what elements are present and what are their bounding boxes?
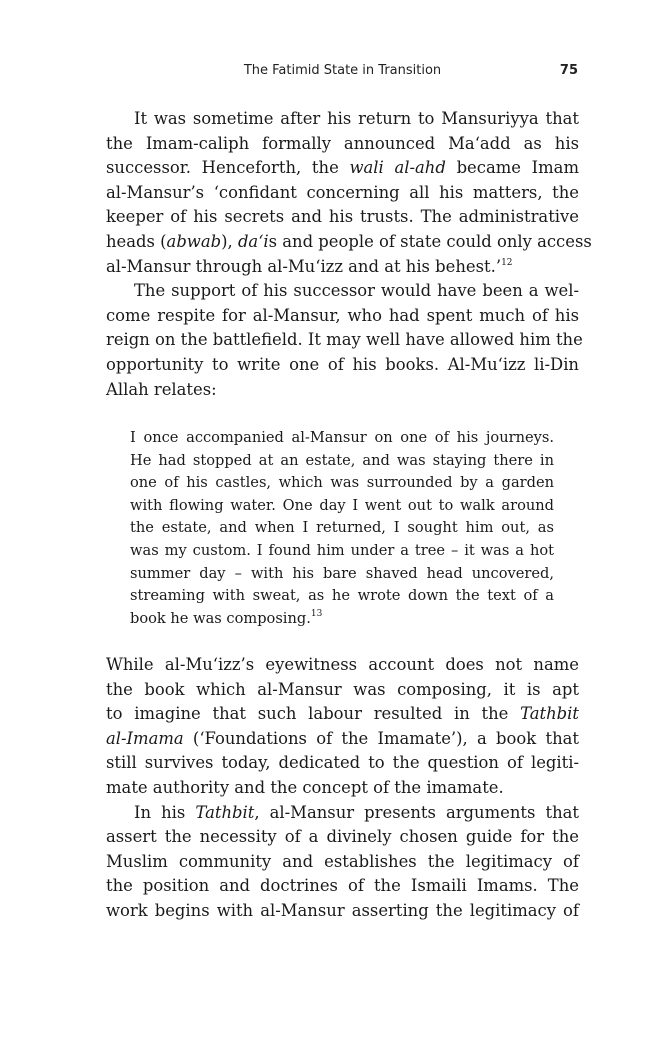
text-line: successor. Henceforth, the wali al-ahd became Imam <box>106 158 579 178</box>
text-line: It was sometime after his return to Mansuriyya that <box>134 109 579 128</box>
body-text-top <box>106 107 592 402</box>
quote-line: streaming with sweat, as he wrote down the text of a <box>130 587 554 605</box>
text-line: al-Imama (‘Foundations of the Imamate’), a book that <box>106 728 579 748</box>
quote-line: the estate, and when I returned, I sought him out, as <box>130 519 554 537</box>
text-line: heads (abwab), da‘is and people of state could only access <box>106 231 592 251</box>
footnote-ref: 13 <box>310 608 323 619</box>
text-line: assert the necessity of a divinely chosen guide for the <box>106 827 579 847</box>
text-line: opportunity to write one of his books. Al-Mu‘izz li-Din <box>106 354 579 374</box>
running-title: The Fatimid State in Transition <box>243 63 442 78</box>
quote-line: was my custom. I found him under a tree – it was a hot <box>130 541 554 559</box>
quote-line: book he was composing.$^{13}$ <box>130 608 323 627</box>
text-line: reign on the battlefield. It may well have allowed him the <box>106 330 583 350</box>
text-line: still survives today, dedicated to the question of legiti- <box>106 753 579 773</box>
text-line: the position and doctrines of the Ismaili Imams. The <box>106 876 579 896</box>
text-line: While al-Mu‘izz’s eyewitness account does not name <box>106 655 579 674</box>
page-number: 75 <box>559 63 578 78</box>
text-line: In his Tathbit, al-Mansur presents arguments that <box>134 802 579 822</box>
quote-line: He had stopped at an estate, and was staying there in <box>130 451 554 469</box>
text-line: Allah relates: <box>106 379 217 399</box>
paragraph <box>106 801 579 924</box>
footnote-ref: 12 <box>501 257 513 268</box>
quote-line: I once accompanied al-Mansur on one of his journeys. <box>130 429 554 446</box>
quote-line: summer day – with his bare shaved head uncovered, <box>130 564 554 582</box>
text-line: Muslim community and establishes the legitimacy of <box>106 851 579 871</box>
text-line: come respite for al-Mansur, who had spent much of his <box>106 305 579 325</box>
text-line: The support of his successor would have been a wel- <box>134 281 579 301</box>
text-line: the Imam-caliph formally announced Ma‘add as his <box>106 133 579 153</box>
quote-line: with flowing water. One day I went out to walk around <box>130 496 554 514</box>
quote-line: one of his castles, which was surrounded by a garden <box>130 474 554 492</box>
paragraph <box>106 107 592 279</box>
paragraph <box>106 279 583 402</box>
paragraph <box>106 653 579 801</box>
block-quote <box>130 427 554 630</box>
text-line: to imagine that such labour resulted in the Tathbit <box>106 704 579 724</box>
text-line: work begins with al-Mansur asserting the legitimacy of <box>106 900 579 920</box>
running-header <box>0 61 650 83</box>
text-line: keeper of his secrets and his trusts. The administrative <box>106 207 579 227</box>
text-line: the book which al-Mansur was composing, it is apt <box>106 679 579 699</box>
body-text-bottom <box>106 653 579 924</box>
text-line: mate authority and the concept of the imamate. <box>106 777 504 797</box>
text-line: al-Mansur through al-Mu‘izz and at his behest.’$^{12}$ <box>106 256 513 276</box>
text-line: al-Mansur’s ‘confidant concerning all his matters, the <box>106 182 579 202</box>
